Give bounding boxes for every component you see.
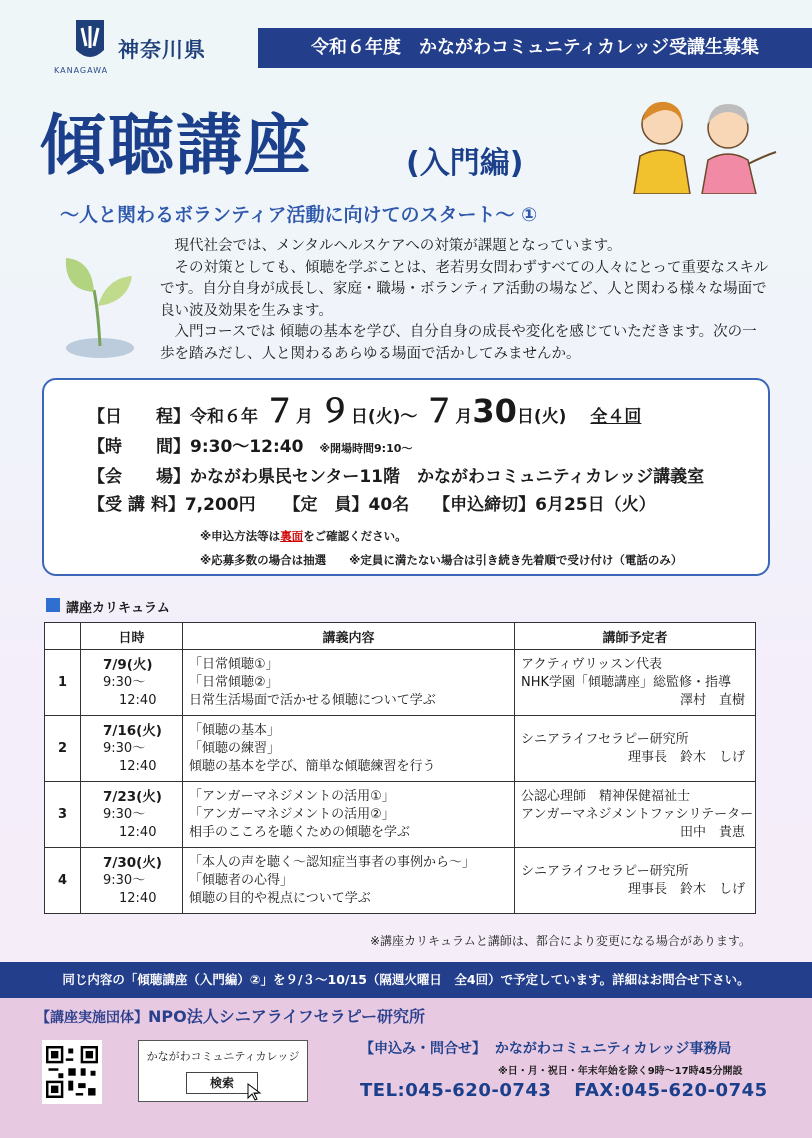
time-note: ※開場時間9:10～	[319, 442, 413, 455]
session-start: 9:30～	[103, 806, 146, 822]
apply-note-pre: ※申込方法等は	[200, 529, 281, 543]
organizer-label: 【講座実施団体】	[36, 1010, 148, 1026]
session-content	[183, 650, 515, 716]
start-weekday: 日(火)～	[350, 407, 418, 427]
date-row	[88, 386, 641, 432]
header-cell	[45, 623, 81, 650]
content-line: 「傾聴の基本」	[189, 722, 281, 738]
venue-row	[88, 462, 704, 487]
header-cell: 講義内容	[183, 623, 515, 650]
venue-value: かながわ県民センター11階 かながわコミュニティカレッジ講義室	[190, 467, 705, 487]
intro-paragraph: 現代社会では、メンタルヘルスケアへの対策が課題となっています。	[160, 238, 622, 254]
session-number: 1	[45, 650, 81, 716]
organizer	[36, 1004, 425, 1027]
session-end: 12:40	[119, 890, 157, 906]
lecturer-line: アンガーマネジメントファシリテーター	[521, 806, 754, 822]
contact-name: かながわコミュニティカレッジ事務局	[494, 1041, 732, 1057]
lecturer-name: 澤村 直樹	[679, 692, 745, 708]
session-number: 4	[45, 848, 81, 914]
session-end: 12:40	[119, 758, 157, 774]
end-month: ７	[423, 392, 456, 430]
session-end: 12:40	[119, 824, 157, 840]
session-lecturer	[515, 650, 756, 716]
month-unit: 月	[295, 407, 313, 427]
table-header-row	[45, 623, 756, 650]
lecturer-line: NHK学園「傾聴講座」総監修・指導	[521, 674, 732, 690]
lecturer-name: 理事長 鈴木 しげ	[627, 881, 745, 897]
deadline-value: 6月25日（火）	[535, 495, 656, 515]
search-query-label: かながわコミュニティカレッジ	[146, 1050, 300, 1063]
content-line: 「本人の声を聴く～認知症当事者の事例から～」	[189, 854, 476, 870]
content-line: 傾聴の目的や視点について学ぶ	[189, 890, 371, 906]
session-end: 12:40	[119, 692, 157, 708]
session-number: 3	[45, 782, 81, 848]
intro-text	[160, 236, 770, 365]
people-illustration-icon	[624, 94, 784, 194]
lottery-note: ※応募多数の場合は抽選 ※定員に満たない場合は引き続き先着順で受け付け（電話のみ）	[200, 553, 683, 567]
lecturer-line: アクティヴリッスン代表	[521, 656, 663, 672]
lecturer-line: シニアライフセラピー研究所	[521, 863, 689, 879]
content-line: 「傾聴者の心得」	[189, 872, 294, 888]
prefecture-name: 神奈川県	[118, 38, 206, 62]
content-line: 相手のこころを聴くための傾聴を学ぶ	[189, 824, 411, 840]
apply-note-post: をご確認ください。	[303, 529, 407, 543]
curriculum-note: ※講座カリキュラムと講師は、都合により変更になる場合があります。	[370, 934, 751, 948]
end-day: 30	[472, 392, 517, 430]
start-day: ９	[318, 392, 351, 430]
session-date: 7/30(火)	[103, 854, 162, 871]
fee-label: 【受 講 料】	[88, 495, 185, 515]
contact-label: 【申込み・問合せ】	[360, 1041, 486, 1057]
content-line: 「日常傾聴①」	[189, 656, 279, 672]
fax-number: FAX:045-620-0745	[574, 1080, 768, 1101]
intro-paragraph: その対策としても、傾聴を学ぶことは、老若男女問わずすべての人々にとって重要なスキルです。自分自身が成長し、家庭・職場・ボランティア活動の場など、人と関わる様々な場面で良い波及効果を生みます。	[160, 259, 769, 319]
end-weekday: 日(火)	[516, 407, 567, 427]
lecturer-name: 田中 貴恵	[679, 824, 745, 840]
time-value: 9:30～12:40	[190, 437, 304, 457]
content-line: 「傾聴の練習」	[189, 740, 281, 756]
session-lecturer	[515, 716, 756, 782]
session-datetime	[81, 782, 183, 848]
table-row	[45, 716, 756, 782]
intro-paragraph: 入門コースでは 傾聴の基本を学び、自分自身の成長や変化を感じていただきます。次の一歩を踏みだし、人と関わるあらゆる場面で活かしてみませんか。	[160, 324, 757, 362]
header-cell: 日時	[81, 623, 183, 650]
organizer-name: NPO法人シニアライフセラピー研究所	[148, 1007, 425, 1026]
lecturer-name: 理事長 鈴木 しげ	[627, 749, 745, 765]
session-date: 7/16(火)	[103, 722, 162, 739]
curriculum-heading: 講座カリキュラム	[66, 601, 170, 616]
content-line: 「アンガーマネジメントの活用①」	[189, 788, 395, 804]
session-datetime	[81, 716, 183, 782]
header-banner-title: 令和６年度 かながわコミュニティカレッジ受講生募集	[310, 37, 760, 58]
month-unit: 月	[455, 407, 473, 427]
session-content	[183, 848, 515, 914]
office-hours: ※日・月・祝日・年末年始を除く9時～17時45分開設	[498, 1066, 743, 1077]
session-start: 9:30～	[103, 872, 146, 888]
qr-code-icon[interactable]	[42, 1040, 102, 1104]
session-content	[183, 716, 515, 782]
start-month: ７	[263, 392, 296, 430]
session-date: 7/9(火)	[103, 656, 153, 673]
page-title: 傾聴講座	[40, 107, 312, 184]
apply-note	[200, 528, 407, 544]
time-label: 【時 間】	[88, 437, 190, 457]
session-datetime	[81, 650, 183, 716]
kanagawa-emblem-icon	[70, 16, 110, 66]
content-line: 「アンガーマネジメントの活用②」	[189, 806, 395, 822]
session-content	[183, 782, 515, 848]
tagline: ～人と関わるボランティア活動に向けてのスタート～ ①	[60, 204, 538, 226]
fee-value: 7,200円	[184, 495, 256, 515]
venue-label: 【会 場】	[88, 467, 190, 487]
content-line: 「日常傾聴②」	[189, 674, 279, 690]
time-row	[88, 432, 412, 457]
session-start: 9:30～	[103, 740, 146, 756]
session-datetime	[81, 848, 183, 914]
curriculum-marker-icon	[46, 598, 60, 612]
contact	[360, 1038, 731, 1058]
session-count: 全４回	[590, 407, 642, 427]
capacity-value: 40名	[368, 495, 410, 515]
bottom-banner-text: 同じ内容の「傾聴講座（入門編）②」を９/３～10/15（隔週火曜日 全4回）で予定しています。詳細はお問合せ下さい。	[62, 972, 750, 987]
table-row	[45, 782, 756, 848]
deadline-label: 【申込締切】	[433, 495, 536, 515]
content-line: 日常生活場面で活かせる傾聴について学ぶ	[189, 692, 436, 708]
session-number: 2	[45, 716, 81, 782]
session-start: 9:30～	[103, 674, 146, 690]
lecturer-line: シニアライフセラピー研究所	[521, 731, 689, 747]
reverse-side-link: 裏面	[280, 529, 304, 543]
lecturer-line: 公認心理師 精神保健福祉士	[521, 788, 691, 804]
capacity-label: 【定 員】	[283, 495, 369, 515]
logo-caption: KANAGAWA	[54, 66, 109, 75]
content-line: 傾聴の基本を学び、簡単な傾聴練習を行う	[189, 758, 436, 774]
phone-fax	[360, 1080, 768, 1101]
edition-label: (入門編)	[406, 146, 524, 181]
search-button[interactable]: 検索	[186, 1072, 258, 1094]
curriculum-table	[44, 622, 756, 914]
header-cell: 講師予定者	[515, 623, 756, 650]
date-label: 【日 程】	[88, 407, 190, 427]
table-row	[45, 848, 756, 914]
sprout-illustration-icon	[58, 240, 142, 360]
session-lecturer	[515, 782, 756, 848]
pointer-cursor-icon	[244, 1082, 266, 1102]
session-lecturer	[515, 848, 756, 914]
phone-number[interactable]: TEL:045-620-0743	[360, 1080, 552, 1101]
session-date: 7/23(火)	[103, 788, 162, 805]
date-prefix: 令和６年	[190, 407, 258, 427]
table-row	[45, 650, 756, 716]
fee-row	[88, 490, 656, 515]
